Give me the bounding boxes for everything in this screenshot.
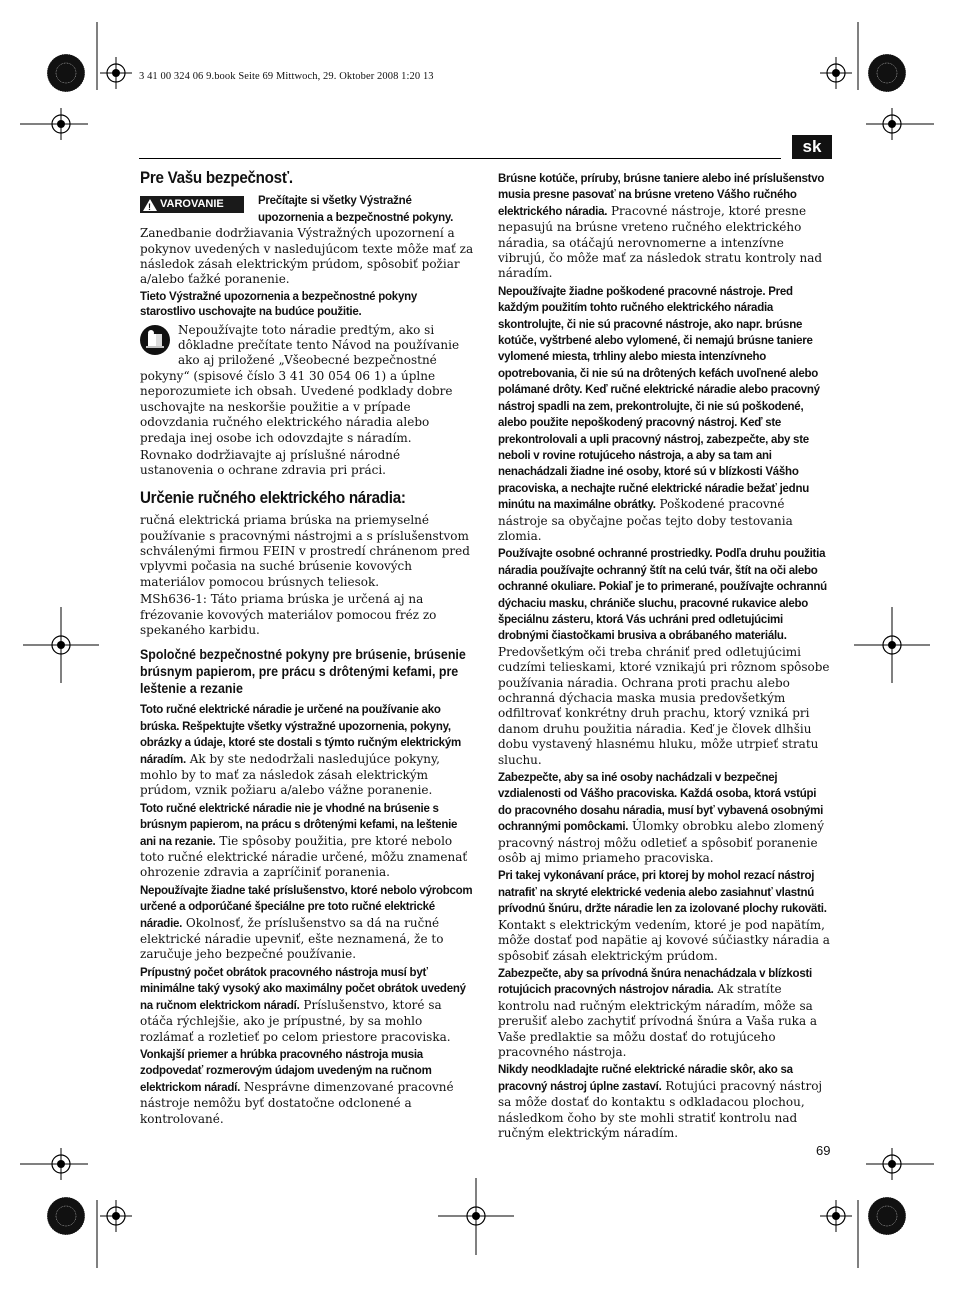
safety-item-10: Pri takej vykonávaní práce, pri ktorej by mohol rezací nástroj natrafiť na skryté elektrické vedenia alebo zasiahnuť vlastnú prívodnú šnúru, držte náradie len za izolované plochy rukoväti. Kontakt s elektrickým vedením, ktoré je pod napätím, môže dostať pod napätie aj kovové súčiastky náradia a spôsobiť zásah elektrickým prúdom. [498,870,830,963]
safety-item-9: Zabezpečte, aby sa iné osoby nachádzali v bezpečnej vzdialenosti od Vášho pracoviska. Každá osoba, ktorá vstúpi do pracovného dosahu náradia, musí byť vybavená osobnými ochrannými pomôckami. Úlomky obrobku alebo zlomený pracovný nástroj môžu odletieť a spôsobiť poranenie osôb aj mimo priameho pracoviska. [498,772,825,866]
keep-instructions: Tieto Výstražné upozornenia a bezpečnostné pokyny starostlivo uschovajte na budúce použitie. [140,290,418,319]
safety-item-12: Nikdy neodkladajte ručné elektrické náradie skôr, ako sa pracovný nástroj úplne zastaví. Rotujúci pracovný nástroj sa môže dostať do kontaktu s odkladacou plochou, následkom čoho by ste mohli stratiť kontrolu nad ručným elektrickým náradím. [498,1064,823,1140]
warning-badge-label: VAROVANIE [160,198,224,211]
safety-item-8: Používajte osobné ochranné prostriedky. Podľa druhu použitia náradia používajte ochranný štít na celú tvár, štít na oči alebo ochranné okuliare. Pokiaľ je to primerané, používajte ochrannú dýchaciu masku, chrániče sluchu, pracovné rukavice alebo špeciálnu zásteru, ktorá Vás uchráni pred odletujúcimi drobnými čiastočkami brusiva a obrábaného materiálu. Predovšetkým oči treba chrániť pred odletujúcimi cudzími telieskami, ktoré vznikajú pri rôznom spôsobe používania náradia. Ochrana proti prachu alebo ochranná dýchacia maska musia predovšetkým odfiltrovať konkrétny druh prachu, ktorý vzniká pri danom druhu použitia náradia. Keď je človek dlhšiu dobu vystavený hlasnému hluku, môže utrpieť stratu sluchu. [498,548,830,767]
right-column [498,171,832,1143]
safety-item-5: Vonkajší priemer a hrúbka pracovného nástroja musia zodpovedať rozmerovým údajom uvedeným na ručnom elektrickom náradí. Nesprávne dimenzované pracovné nástroje nemôžu byť dostatočne odclonené a kontrolované. [140,1048,454,1126]
safety-item-11: Zabezpečte, aby sa prívodná šnúra nenachádzala v blízkosti rotujúcich pracovných nástrojov náradia. Ak stratíte kontrolu nad ručným elektrickým náradím, môže sa prerušiť alebo zachytiť prívodná šnúra a Vaša ruka a Vaše predlaktie sa môžu dostať do rotujúceho pracovného nástroja. [498,967,818,1059]
safety-item-6: Brúsne kotúče, príruby, brúsne taniere alebo iné príslušenstvo musia presne pasovať na brúsne vreteno Vášho ručného elektrického náradia. Pracovné nástroje, ktoré presne nepasujú na brúsne vreteno ručného elektrického náradia, sa otáčajú nerovnomerne a intenzívne vibrujú, čo môže mať za následok stratu kontroly nad náradím. [498,173,825,281]
safety-heading: Pre Vašu bezpečnosť. [140,169,293,187]
top-rule [139,158,781,159]
purpose-heading: Určenie ručného elektrického náradia: [140,488,406,507]
warning-bold: Prečítajte si všetky Výstražné upozornenia a bezpečnostné pokyny. [258,195,454,224]
safety-item-2: Toto ručné elektrické náradie nie je vhodné na brúsenie s brúsnym papierom, na prácu s drôtenými kefami, na leštenie ani na rezanie. Tie spôsoby použitia, pre ktoré nebolo toto ručné elektrické náradie určené, môžu znamenať ohrozenie zdravia a zapríčiniť poranenia. [140,802,468,880]
read-manual-icon [140,325,170,355]
warning-text: Zanedbanie dodržiavania Výstražných upozornení a pokynov uvedených v nasledujúcom texte môže mať za následok zásah elektrickým prúdom, spôsobiť požiar a/alebo ťažké poranenie. [140,226,474,287]
print-info: 3 41 00 324 06 9.book Seite 69 Mittwoch, 29. Oktober 2008 1:20 13 [139,71,434,82]
left-column [140,171,474,1129]
read-manual-text: Nepoužívajte toto náradie predtým, ako si dôkladne prečítate tento Návod na používanie ako aj priložené „Všeobecné bezpečnostné pokyny“ (spisové číslo 3 41 30 054 06 1) a úplne neporozumiete ich obsah. Uvedené podklady dobre uschovajte na neskoršie použitie a v prípade odovzdania ručného elektrického náradia alebo predaja inej osobe ich odovzdajte s náradím. [140,322,460,445]
page-number: 69 [816,1143,831,1158]
safety-item-4: Prípustný počet obrátok pracovného nástroja musí byť minimálne taký vysoký ako maximálny počet obrátok uvedený na ručnom elektrickom náradí. Príslušenstvo, ktoré sa otáča rýchlejšie, ako je prípustné, by sa mohlo rozlámať a rozletieť po celom priestore pracoviska. [140,966,466,1044]
safety-item-1: Toto ručné elektrické náradie je určené na používanie ako brúska. Rešpektujte všetky výstražné upozornenia, pokyny, obrázky a údaje, ktoré ste dostali s týmto ručným elektrickým náradím. Ak by ste nedodržali nasledujúce pokyny, mohlo by to mať za následok zásah elektrickým prúdom, vznik požiaru a/alebo vážne poranenie. [140,704,461,798]
warning-triangle-icon [143,199,157,211]
common-safety-heading: Spoločné bezpečnostné pokyny pre brúsenie, brúsenie brúsnym papierom, pre prácu s drôtenými kefami, pre leštenie a rezanie [140,647,466,697]
warning-badge [140,196,244,213]
safety-item-3: Nepoužívajte žiadne také príslušenstvo, ktoré nebolo výrobcom určené a odporúčané špeciálne pre toto ručné elektrické náradie. Okolnosť, že príslušenstvo sa dá na ručné elektrické náradie upevniť, ešte neznamená, že to zaručuje jeho bezpečné používanie. [140,884,473,962]
read-manual-block [140,323,474,446]
language-tab: sk [792,135,832,159]
safety-item-7: Nepoužívajte žiadne poškodené pracovné nástroje. Pred každým použitím tohto ručného elektrického náradia skontrolujte, či nie sú pracovné nástroje, ako napr. brúsne kotúče, vyštrbené alebo vylomené, či nemajú brúsne taniere vylomené miesta, trhliny alebo miesta intenzívneho opotrebovania, či nie sú na drôtených kefách uvoľnené alebo polámané drôty. Keď ručné elektrické náradie alebo pracovný nástroj spadli na zem, prekontrolujte, či nie sú poškodené, alebo použite nepoškodený pracovný nástroj. Keď ste prekontrolovali a upli pracovný nástroj, zabezpečte, aby ste neboli v rovine rotujúceho nástroja, a aby sa tam ani nenachádzali žiadne iné osoby, ktoré sú v blízkosti Vášho pracoviska, a nechajte ručné elektrické náradie bežať jednu minútu na maximálne obrátky. Poškodené pracovné nástroje sa obyčajne počas tejto doby testovania zlomia. [498,285,820,543]
purpose-text: ručná elektrická priama brúska na priemyselné používanie s pracovnými nástrojmi a s príslušenstvom schválenými firmou FEIN v prostredí chránenom pred vplyvmi počasia na suché brúsenie kovových materiálov pomocou brúsnych teliesok. [140,513,470,589]
msh-text: MSh636-1: Táto priama brúska je určená aj na frézovanie kovových materiálov pomocou fréz zo spekaného karbidu. [140,592,437,637]
national-regulations: Rovnako dodržiavajte aj príslušné národné ustanovenia o ochrane zdravia pri práci. [140,447,401,478]
warning-block [140,193,474,287]
